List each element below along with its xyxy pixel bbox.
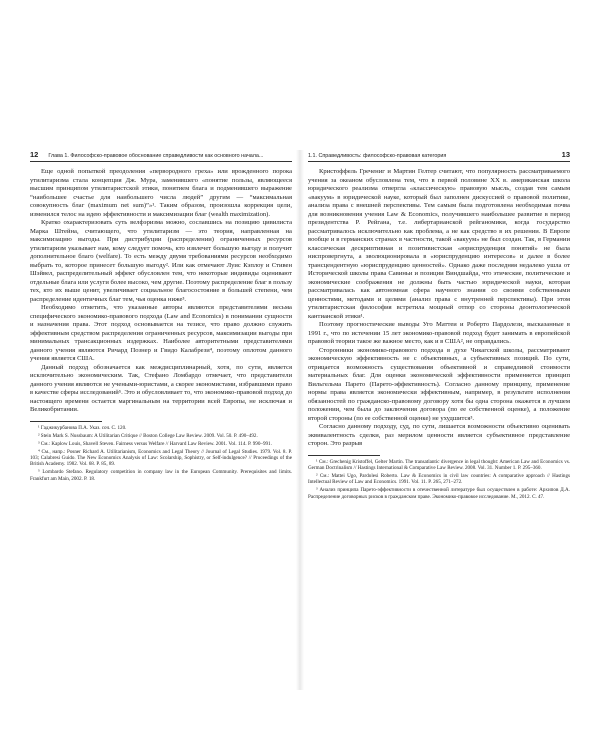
left-footnotes (30, 425, 292, 483)
footnote: ¹ См.: Grechenig Kristoffel, Gelter Martin. The transatlantic divergence in legal thought: American Law and Economics vs. German Doctrinalism // Hastings International & Comparative Law Review. 2008. Vol. 31. Number 1. P. 295–360. (308, 458, 570, 471)
left-running-head: Глава 1. Философско-правовое обоснование справедливости как основного начала... (48, 153, 264, 159)
body-paragraph: Еще одной попыткой преодоления «первородного греха» или врожденного порока утилитаризма стала концепция Дж. Мура, заменившего «понятие пользы, являющееся высшим принципом утилитаристской этики, понятием блага и подменившего выражение “наибольшее счастье для наибольшего числа людей” другим — “максимальная совокупность благ (maximum net sum)”»¹. Таким образом, произошла коррекция цели, изменился телос на идею эффективности и максимизации благ (wealth maximization). (30, 168, 292, 218)
footnote: ³ См.: Kaplow Louis, Shavell Steven. Fairness versus Welfare // Harvard Law Review. 2001. Vol. 114. P. 990–991. (38, 440, 272, 447)
body-paragraph: Согласно данному подходу, суд, по сути, лишается возможности объективно оценивать эквивалентность сделки, раз мерилом ценности является субъективное представление сторон. Это разрыв (308, 423, 570, 447)
body-paragraph: Данный подход обозначается как междисциплинарный, хотя, по сути, является исключительно экономическим. Так, Стефано Ломбардо отмечает, что представители данного учения являются не учеными-юристами, а скорее экономистами, избравшими право в качестве сферы исследований⁵. Это и обусловливает то, что экономико-правовой подход до настоящего времени остается маргинальным на территории всей Европы, не исключая и Великобритании. (30, 363, 292, 413)
body-paragraph: Кратко охарактеризовать суть велфэризма можно, сославшись на позицию цивилиста Марка Штейна, считающего, что утилитаризм — это теория, направленная на максимизацию выгоды. При дистрибуции (распределении) ограниченных ресурсов утилитаризм указывает нам, кому следует помочь, кто извлечет большую выгоду и получит дополнительное благо (welfare). То есть между двумя требованиями ресурсов необходимо выбрать то, которое принесет большую выгоду². Или как отмечают Луис Кэплоу и Стивен Шэйвел, распределительный эффект обусловлен тем, что некоторые индивиды оценивают отдельные блага или услуги более высоко, чем другие. Поэтому распределение благ в пользу тех, кто их выше ценит, увеличивает социальное благосостояние в большей степени, чем распределение идентичных благ тем, чья оценка ниже³. (30, 219, 292, 303)
right-running-head: 1.1. Справедливость: философско-правовая категория (308, 153, 447, 159)
footnote: ¹ Гаджикурбанова П.А. Указ. соч. С. 120. (38, 424, 127, 431)
left-page (30, 150, 292, 690)
page-gutter (296, 150, 304, 690)
right-page (308, 150, 570, 690)
body-paragraph: Необходимо отметить, что указанные авторы являются представителями весьма специфического экономико-правового подхода (Law and Economics) в понимании сущности и назначения права. Этот подход основывается на тезисе, что право должно служить эффективным средством распределения ограниченных ресурсов, максимизации выгоды при минимальных трансакционных издержках. Наиболее авторитетными представителями данного учения являются Ричард Познер и Гвидо Калабрези⁴, поэтому оплотом данного учения является США. (30, 304, 292, 362)
right-footnotes (308, 459, 570, 501)
right-page-body (308, 168, 570, 449)
footnote: ⁵ Lombardo Stefano. Regulatory competition in company law in the European Community. Prerequisites and limits. Frankfurt am Main, 2002. P. 18. (30, 469, 292, 482)
body-paragraph: Сторонники экономико-правового подхода в духе Чикагской школы, рассматривают экономическую эффективность не с объективных, а субъективных позиций. По сути, отрицается возможность существования объективной и справедливой стоимости материальных благ. Для оценки экономической эффективности применяется принцип Вильгельма Парето (Парето-эффективность). Согласно данному принципу, применение нормы права является экономически эффективным, например, в результате исполнения обязанностей по гражданско-правовому договору хотя бы одна сторона окажется в лучшем положении, чем была до заключения договора (по ее собственной оценке), а положение второй стороны (по ее собственной оценке) не ухудшится³. (308, 346, 570, 422)
left-page-number: 12 (30, 150, 39, 159)
right-page-number: 13 (561, 150, 570, 159)
body-paragraph: Кристоффель Гречениг и Мартин Гелтер считают, что популярность рассматриваемого учения за океаном обусловлена тем, что в первой половине XX в. американская школа юридического реализма отвергла «классическую» правовую мысль, создав тем самым «вакуум» в юридической науке, который был заполнен дискуссией о правовой политике, анализа права с внешней перспективы. Тем самым была подготовлена необходимая почва для возникновения учения Law & Economics, получившего наибольшее развитие в период президентства Р. Рейгана, т.е. либертарианской рейганомики, когда государство рассматривалось исключительно как проблема, а не как средство в их решении. В Европе вообще и в германских странах в частности, такой «вакуум» не был создан. Так, в Германии классическая дескриптивная и позитивистская «юриспруденция понятий» не была ниспровергнута, а эволюционировала в «юриспруденцию интересов» и далее в более трансцендентную «юриспруденцию ценностей». Однако даже последняя недалеко ушла от Исторической школы права Савиньи и позиции Виндшайда, что этические, политические и экономические соображения не должны быть частью юридической науки, которая рассматривалась как автономная сфера научного знания со своими собственными ценностями, методами и целями (анализ права с внутренней перспективы). При этом утилитаристская философия встретила мощный отпор со стороны деонтологической кантианской этики¹. (308, 168, 570, 320)
left-running-header (30, 150, 292, 162)
footnote: ² См.: Mattei Ugo, Pardolesi Roberto. Law & Economics in civil law countries: A comparative approach // Hastings Intellectual Review of Law and Economics. 1991. Vol. 11. P. 265, 271–272. (308, 472, 570, 486)
left-page-body (30, 168, 292, 415)
footnote: ⁴ См., напр.: Posner Richard A. Utilitarianism, Economics and Legal Theory // Journal of Legal Studies. 1979. Vol. 8. P. 103; Calabresi Guido. The New Economics Analysis of Law: Scolarship, Sophistry, or Self-indulgence? // Proceedings of the British Academy. 1982. Vol. 68. P. 85, 89. (30, 448, 292, 468)
footnote: ² Stein Mark S. Nussbaum: A Utilitarian Critique // Boston College Law Review. 2009. Vol. 50. P. 490–492. (38, 432, 258, 439)
footnote-separator (30, 421, 102, 422)
body-paragraph: Поэтому прогностические выводы Уго Маттеи и Роберто Пардолези, высказанные в 1991 г., что по истечении 15 лет экономико-правовой подход будет занимать в европейской правовой теории такое же важное место, как и в США², не оправдались. (308, 321, 570, 345)
right-running-header (308, 150, 570, 162)
footnote-separator (308, 455, 380, 456)
footnote: ³ Анализ принципа Парето-эффективности в отечественной литературе был осуществлен в работе: Архипов Д.А. Распределение договорных рисков в гражданском праве. Экономико-правовое исследование. М., 2012. С. 47. (308, 487, 570, 500)
